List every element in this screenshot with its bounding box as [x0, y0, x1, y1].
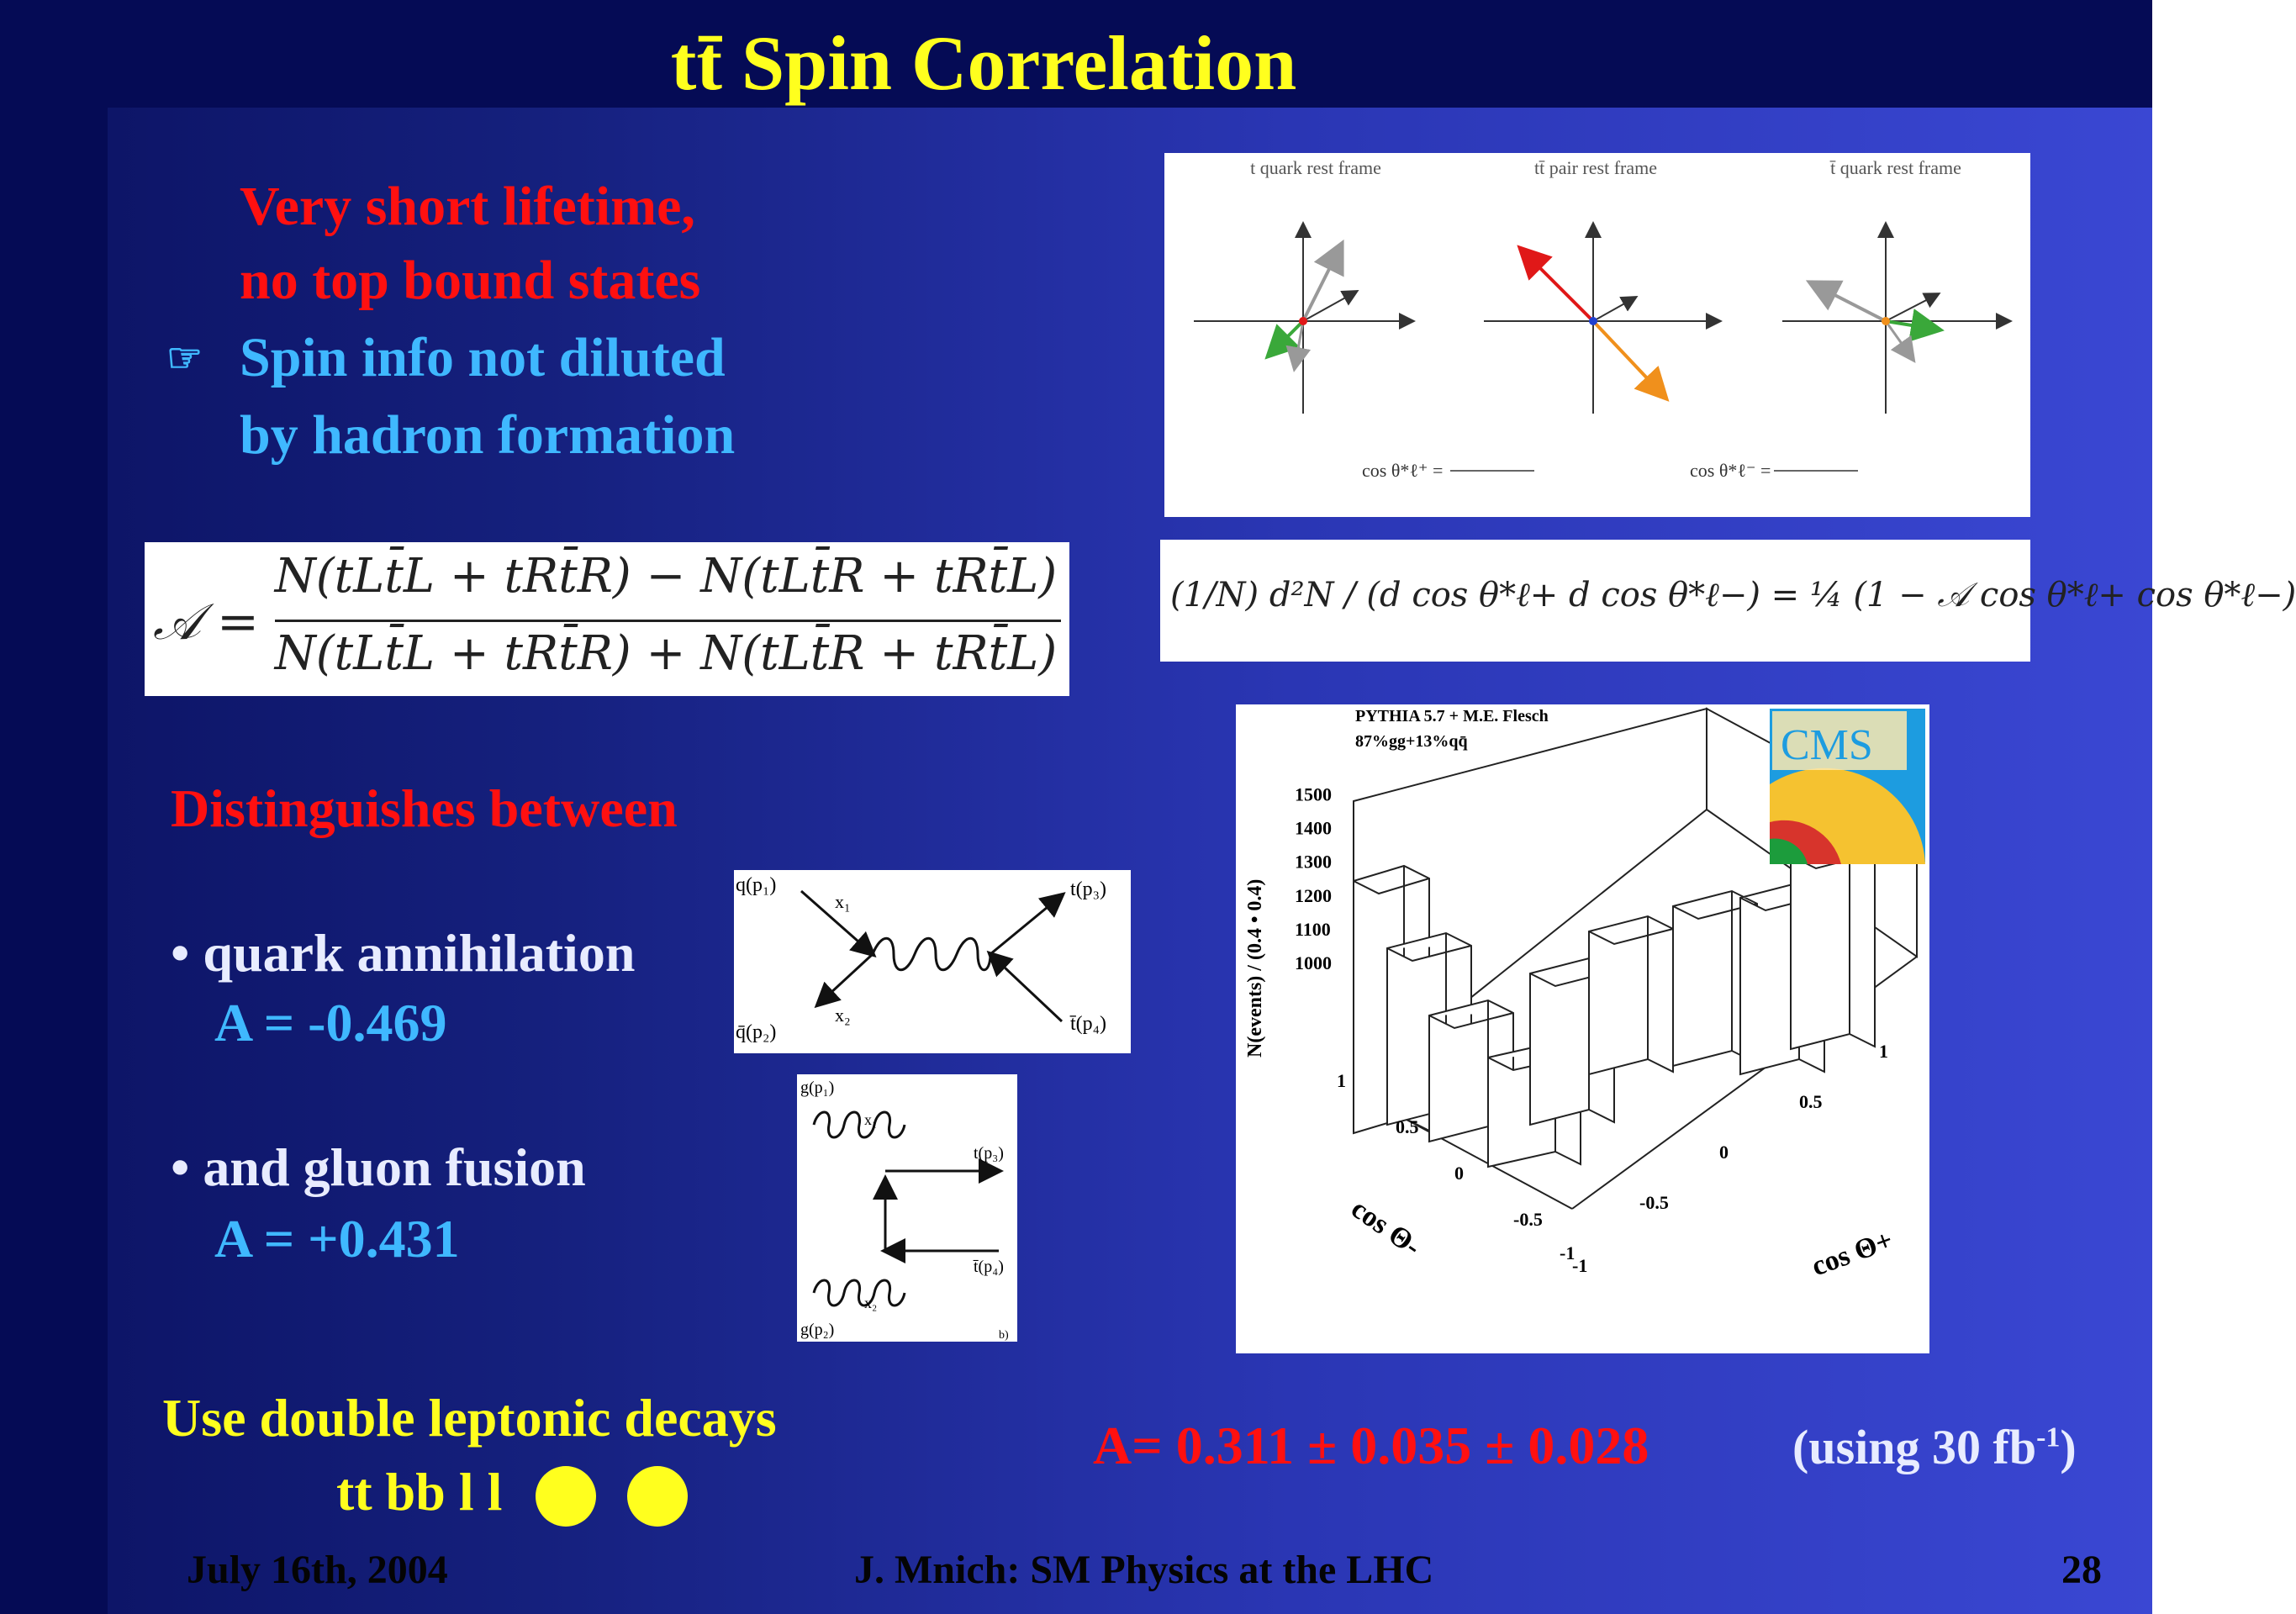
decays-line-1: Use double leptonic decays — [162, 1388, 777, 1448]
intro-line-3: Spin info not diluted — [240, 327, 726, 388]
x-tick-label: -0.5 — [1639, 1192, 1669, 1213]
y-axis-label: cos Θ- — [1345, 1193, 1427, 1263]
x-tick-label: -1 — [1560, 1242, 1576, 1263]
x-axis-label: cos Θ+ — [1808, 1224, 1897, 1283]
x-tick-label: 1 — [1879, 1041, 1888, 1062]
distribution-formula-box — [1160, 540, 2296, 662]
decays-line-2: tt bb l l — [336, 1462, 503, 1522]
z-tick-label: 1100 — [1295, 918, 1331, 940]
y-tick-label: -1 — [1572, 1255, 1588, 1276]
t-rest-frame-axes — [1194, 224, 1412, 414]
intro-line-1: Very short lifetime, — [240, 176, 695, 237]
pointing-hand-icon: ☞ — [166, 336, 203, 381]
lepton-dot-1 — [536, 1466, 596, 1527]
qq-p4: t̄(p₄) — [1070, 1013, 1107, 1035]
gg-p1: g(p₁) — [800, 1079, 835, 1097]
cms-logo-text: CMS — [1781, 721, 1873, 769]
left-band — [0, 0, 108, 1614]
result-value: A= 0.311 ± 0.035 ± 0.028 — [1093, 1416, 1649, 1475]
asymmetry-denominator: N(tLt̄L + tRt̄R) + N(tLt̄R + tRt̄L) — [274, 626, 1058, 681]
frame-label-mid: tt̄ pair rest frame — [1534, 157, 1657, 178]
lego-bar — [1791, 841, 1875, 1049]
qq-feynman-diagram — [734, 870, 1131, 1053]
frame-label-right: t̄ quark rest frame — [1830, 157, 1961, 178]
asymmetry-formula-box — [145, 542, 1069, 696]
gg-x1: x₁ — [864, 1111, 878, 1128]
plot-header-1: PYTHIA 5.7 + M.E. Flesch — [1355, 707, 1549, 725]
lepton-dot-2 — [627, 1466, 688, 1527]
z-axis-ticks — [1295, 784, 1332, 973]
footer-author: J. Mnich: SM Physics at the LHC — [854, 1548, 1434, 1592]
z-tick-label: 1400 — [1295, 817, 1332, 839]
qq-p3: t(p₃) — [1070, 878, 1107, 900]
qq-p1: q(p₁) — [736, 874, 777, 896]
gg-x2: x₂ — [864, 1295, 878, 1311]
fraction-bar — [275, 620, 1061, 622]
cms-logo — [1770, 709, 1925, 864]
gg-p4: t̄(p₄) — [974, 1258, 1004, 1276]
qq-x1: x₁ — [835, 891, 851, 912]
x-tick-label: 0 — [1719, 1142, 1729, 1163]
tbar-rest-frame-axes — [1782, 224, 2009, 414]
asymmetry-numerator: N(tLt̄L + tRt̄R) − N(tLt̄R + tRt̄L) — [274, 549, 1058, 604]
pair-rest-frame-axes — [1484, 224, 1719, 414]
rest-frame-diagram — [1164, 153, 2030, 517]
slide-title: tt̄ Spin Correlation — [670, 20, 1297, 106]
z-tick-label: 1000 — [1295, 952, 1332, 973]
gg-feynman-diagram — [797, 1074, 1017, 1342]
quark-annihilation-label: • quark annihilation — [171, 923, 636, 983]
y-tick-label: -0.5 — [1513, 1209, 1543, 1230]
gluon-fusion-value: A = +0.431 — [214, 1209, 460, 1269]
intro-line-2: no top bound states — [240, 250, 701, 311]
footer-date: July 16th, 2004 — [187, 1548, 448, 1592]
z-tick-label: 1500 — [1295, 783, 1332, 805]
footer-page: 28 — [2061, 1548, 2102, 1592]
asymmetry-lhs: 𝒜 = — [153, 593, 260, 651]
result-close: ) — [2060, 1420, 2077, 1474]
lego-bar — [1589, 916, 1673, 1074]
y-tick-label: 1 — [1337, 1070, 1346, 1091]
distribution-formula: (1/N) d²N / (d cos θ*ℓ+ d cos θ*ℓ−) = ¼ (1 − 𝒜 cos θ*ℓ+ cos θ*ℓ−) — [1170, 576, 2296, 614]
gg-p2: g(p₂) — [800, 1321, 835, 1339]
z-axis-label: N(events) / (0.4 • 0.4) — [1244, 878, 1266, 1058]
gluon-fusion-label: • and gluon fusion — [171, 1137, 586, 1197]
quark-annihilation-value: A = -0.469 — [214, 993, 447, 1052]
y-tick-label: 0 — [1454, 1163, 1464, 1184]
z-tick-label: 1300 — [1295, 851, 1332, 873]
y-tick-label: 0.5 — [1396, 1116, 1419, 1137]
z-tick-label: 1200 — [1295, 884, 1332, 906]
qq-x2: x₂ — [835, 1005, 851, 1026]
lego-plot — [1236, 704, 1929, 1353]
result-sup: -1 — [2036, 1421, 2061, 1453]
formula-cos-right: cos θ*ℓ⁻ = — [1690, 460, 1771, 481]
x-tick-label: 0.5 — [1799, 1091, 1823, 1112]
distinguishes-heading: Distinguishes between — [171, 778, 678, 838]
plot-header-2: 87%gg+13%qq̄ — [1355, 732, 1468, 751]
qq-p2: q̄(p₂) — [736, 1021, 777, 1043]
gg-tag: b) — [999, 1329, 1009, 1342]
formula-cos-left: cos θ*ℓ⁺ = — [1362, 460, 1444, 481]
result-using: (using 30 fb — [1792, 1420, 2037, 1474]
intro-line-4: by hadron formation — [240, 404, 736, 466]
gg-p3: t(p₃) — [974, 1144, 1004, 1163]
frame-label-left: t quark rest frame — [1250, 157, 1381, 178]
lego-plot-svg — [1236, 704, 1929, 1353]
result-luminosity — [1792, 1419, 2077, 1475]
